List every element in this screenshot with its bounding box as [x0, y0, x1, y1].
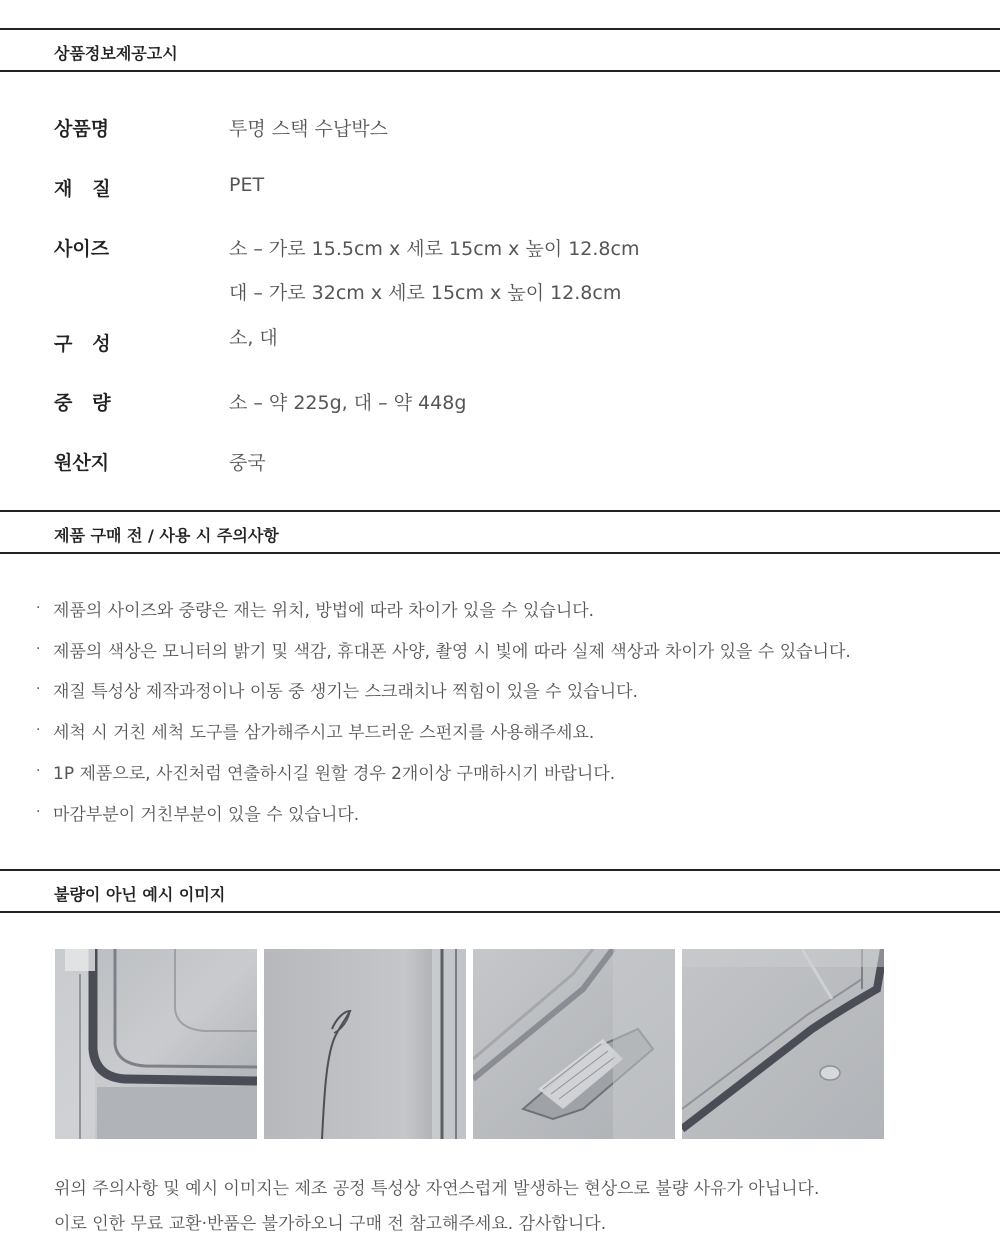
- spec-value: 소 – 가로 15.5cm x 세로 15cm x 높이 12.8cm: [229, 238, 640, 260]
- spec-value: 소 – 약 225g, 대 – 약 448g: [229, 392, 467, 414]
- spec-value: 투명 스택 수납박스: [229, 118, 388, 140]
- spec-label: 상품명: [54, 118, 110, 140]
- caution-title: 제품 구매 전 / 사용 시 주의사항: [54, 526, 279, 545]
- example-image-edge-bubble: [682, 949, 884, 1139]
- bullet: ·: [36, 804, 41, 820]
- bullet: ·: [36, 763, 41, 779]
- caution-text: 세척 시 거친 세척 도구를 삼가해주시고 부드러운 스펀지를 사용해주세요.: [53, 723, 595, 743]
- spec-value: PET: [229, 174, 265, 196]
- list-item: [0, 718, 1000, 748]
- spec-value: 소, 대: [229, 327, 278, 349]
- spec-label: 구 성: [54, 333, 111, 355]
- list-item: [0, 800, 1000, 830]
- spec-label: 사이즈: [54, 238, 110, 260]
- footer-note-2: 이로 인한 무료 교환·반품은 불가하오니 구매 전 참고해주세요. 감사합니다.: [54, 1214, 607, 1234]
- spec-value: 중국: [229, 452, 266, 474]
- product-info-title: 상품정보제공고시: [54, 44, 178, 63]
- caution-text: 재질 특성상 제작과정이나 이동 중 생기는 스크래치나 찍힘이 있을 수 있습니다.: [53, 682, 638, 702]
- example-image-corner-seam: [55, 949, 257, 1139]
- example-image-line-mark: [264, 949, 466, 1139]
- caution-text: 1P 제품으로, 사진처럼 연출하시길 원할 경우 2개이상 구매하시기 바랍니다.: [53, 764, 616, 784]
- bullet: ·: [36, 681, 41, 697]
- spec-value: 대 – 가로 32cm x 세로 15cm x 높이 12.8cm: [229, 282, 622, 304]
- spec-label: 중 량: [54, 392, 111, 414]
- footer-note-1: 위의 주의사항 및 예시 이미지는 제조 공정 특성상 자연스럽게 발생하는 현상으로 불량 사유가 아닙니다.: [54, 1179, 820, 1199]
- list-item: [0, 677, 1000, 707]
- example-image-latch: [473, 949, 675, 1139]
- example-header: [0, 869, 1000, 913]
- product-info-header: [0, 28, 1000, 72]
- caution-text: 마감부분이 거친부분이 있을 수 있습니다.: [53, 805, 360, 825]
- list-item: [0, 637, 1000, 667]
- caution-text: 제품의 색상은 모니터의 밝기 및 색감, 휴대폰 사양, 촬영 시 빛에 따라 실제 색상과 차이가 있을 수 있습니다.: [53, 642, 851, 662]
- list-item: [0, 596, 1000, 626]
- list-item: [0, 759, 1000, 789]
- bullet: ·: [36, 641, 41, 657]
- caution-header: [0, 510, 1000, 554]
- example-title: 불량이 아닌 예시 이미지: [54, 885, 226, 904]
- bullet: ·: [36, 722, 41, 738]
- spec-label: 원산지: [54, 452, 110, 474]
- spec-label: 재 질: [54, 178, 111, 200]
- caution-text: 제품의 사이즈와 중량은 재는 위치, 방법에 따라 차이가 있을 수 있습니다.: [53, 601, 595, 621]
- bullet: ·: [36, 600, 41, 616]
